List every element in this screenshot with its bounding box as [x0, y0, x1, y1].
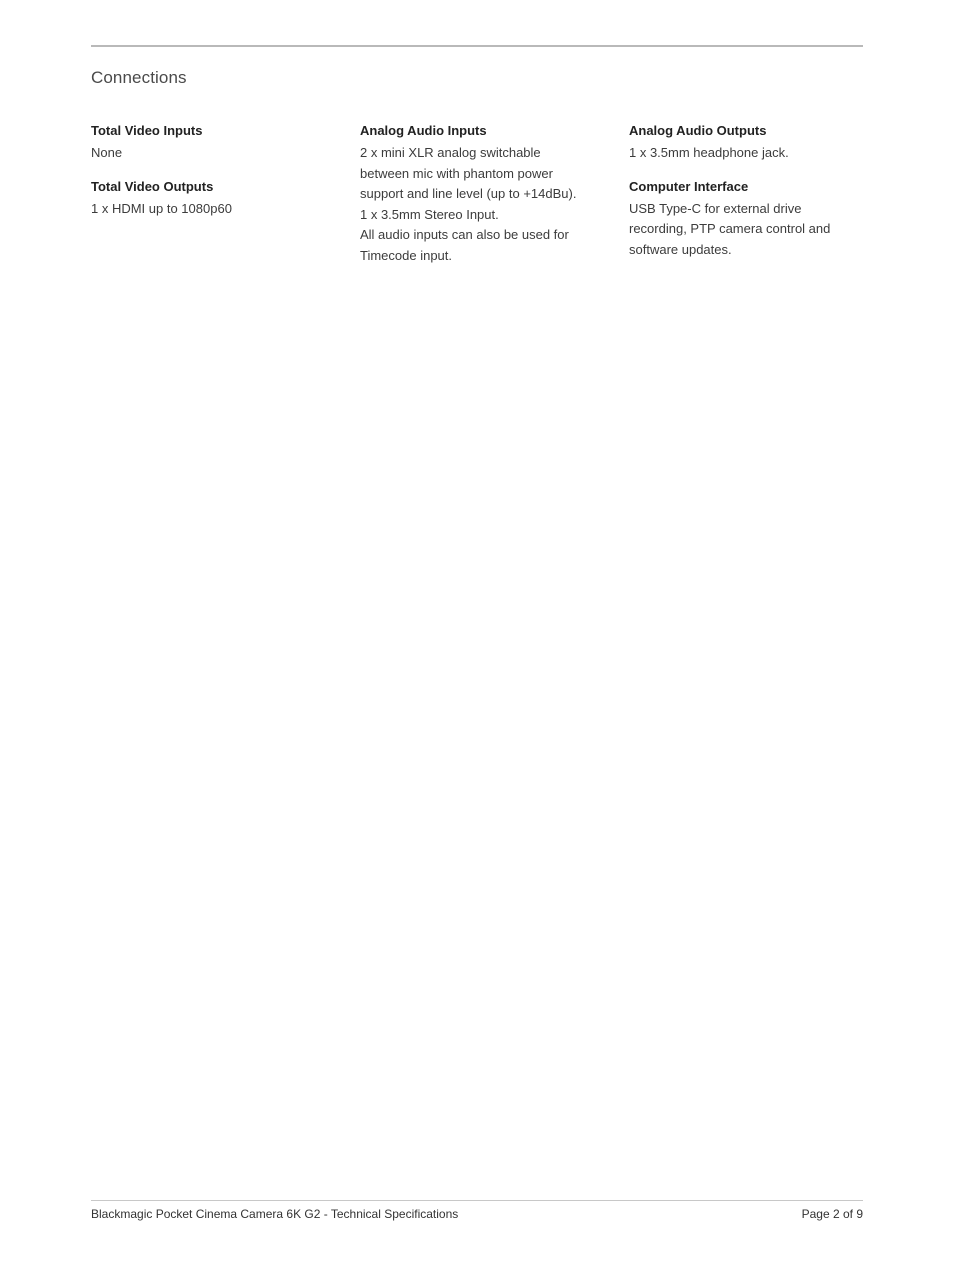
spec-value: 1 x 3.5mm headphone jack.	[629, 145, 789, 160]
footer-document-title: Blackmagic Pocket Cinema Camera 6K G2 - Technical Specifications	[91, 1207, 459, 1221]
top-divider	[91, 45, 863, 47]
spec-value: 1 x HDMI up to 1080p60	[91, 200, 232, 216]
spec-value: support and line level (up to +14dBu).	[360, 186, 577, 201]
spec-computer-interface	[629, 178, 863, 261]
spec-value: 2 x mini XLR analog switchable	[360, 145, 541, 160]
spec-column-3	[629, 122, 863, 280]
spec-label: Total Video Inputs	[91, 123, 203, 138]
spec-total-video-inputs	[91, 122, 348, 164]
spec-value: USB Type-C for external drive	[629, 200, 802, 216]
spec-column-1	[91, 122, 348, 280]
spec-analog-audio-inputs	[360, 122, 610, 266]
section-title: Connections	[91, 68, 187, 87]
spec-value: Timecode input.	[360, 247, 453, 263]
spec-label: Total Video Outputs	[91, 178, 214, 194]
spec-total-video-outputs	[91, 178, 348, 220]
footer-divider	[91, 1200, 863, 1201]
spec-label: Computer Interface	[629, 178, 749, 194]
spec-value: software updates.	[629, 241, 732, 257]
spec-columns	[91, 122, 863, 280]
spec-value: 1 x 3.5mm Stereo Input.	[360, 206, 499, 222]
spec-value: recording, PTP camera control and	[629, 221, 831, 236]
spec-label: Analog Audio Inputs	[360, 123, 487, 138]
spec-value: between mic with phantom power	[360, 165, 553, 181]
spec-column-2	[360, 122, 610, 280]
footer-page-number: Page 2 of 9	[801, 1207, 863, 1221]
spec-value: None	[91, 145, 123, 160]
spec-value: All audio inputs can also be used for	[360, 227, 569, 242]
spec-analog-audio-outputs	[629, 122, 863, 164]
spec-label: Analog Audio Outputs	[629, 123, 767, 138]
